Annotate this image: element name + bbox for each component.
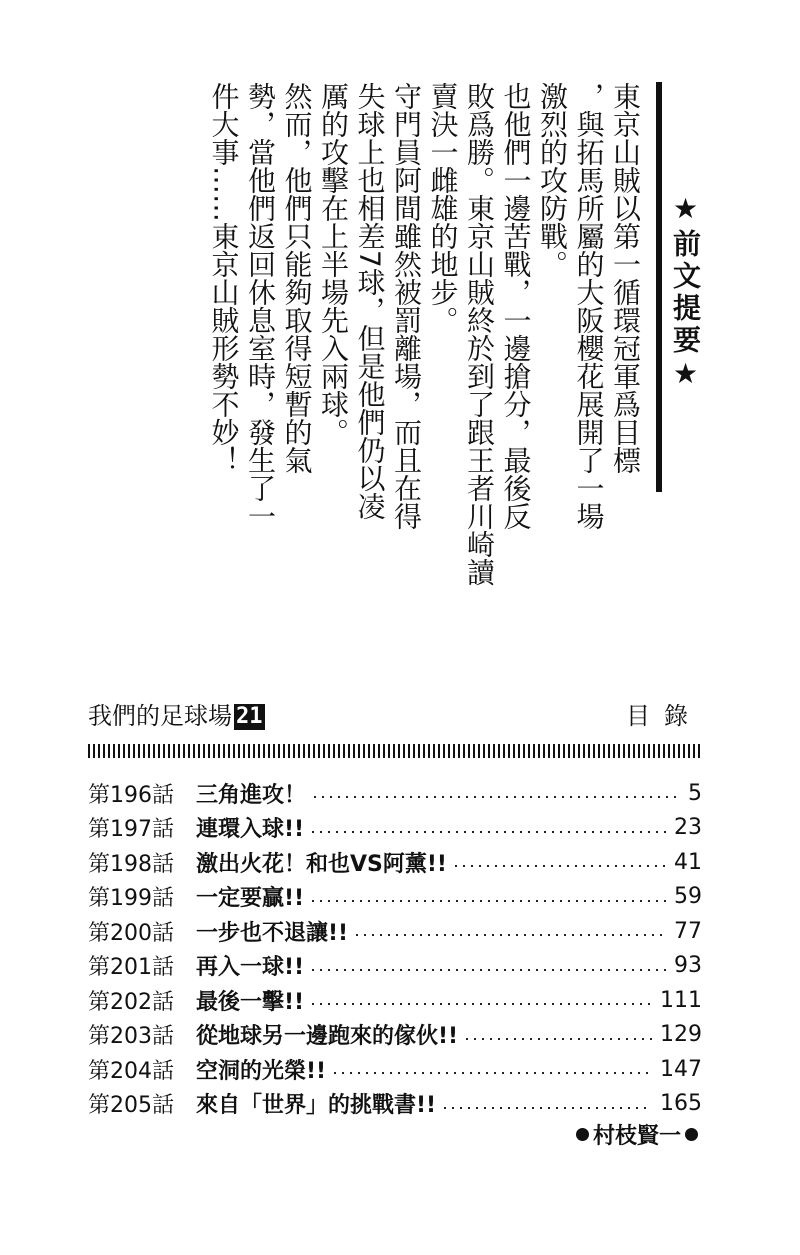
toc-leader <box>334 1072 652 1074</box>
summary-line: 也他們一邊苦戰，一邊搶分，最後反 <box>499 82 533 530</box>
toc-chapter: 第198話 <box>88 851 174 877</box>
summary-divider <box>656 82 662 492</box>
toc-chapter: 第203話 <box>88 1024 174 1050</box>
toc-page: 5 <box>688 780 702 806</box>
toc-entry[interactable] <box>88 1052 702 1087</box>
summary-line: 激烈的攻防戰。 <box>536 82 569 278</box>
author-name: 村枝賢一 <box>592 1124 681 1149</box>
toc-chapter: 第197話 <box>88 817 174 843</box>
toc-entry[interactable] <box>88 1087 702 1122</box>
toc-chapter: 第196話 <box>88 782 174 808</box>
toc-page: 41 <box>674 849 702 875</box>
toc-title: 從地球另一邊跑來的傢伙!! <box>196 1024 459 1050</box>
toc-title: 連環入球!! <box>196 817 305 843</box>
summary-line: 然而，他們只能夠取得短暫的氣 <box>280 82 314 474</box>
summary-line: 敗爲勝。東京山賊終於到了跟王者川崎讀 <box>463 82 496 586</box>
toc-page: 77 <box>674 918 702 944</box>
toc-title: 來自「世界」的挑戰書!! <box>196 1093 437 1119</box>
toc-title: 一步也不退讓!! <box>196 920 349 946</box>
toc-entry[interactable] <box>88 776 702 811</box>
toc-page: 93 <box>674 953 702 979</box>
summary-line: 件大事……東京山賊形勢不妙！ <box>207 82 241 474</box>
toc-entry[interactable] <box>88 880 702 915</box>
toc-chapter: 第205話 <box>88 1093 174 1119</box>
toc-chapter: 第204話 <box>88 1058 174 1084</box>
toc-page: 129 <box>660 1022 702 1048</box>
toc-title: 一定要贏!! <box>196 886 305 912</box>
toc-leader <box>455 865 666 867</box>
contents-label: 目錄 <box>626 702 702 730</box>
toc-title: 空洞的光榮!! <box>196 1058 327 1084</box>
summary-line: 東京山賊以第一循環冠軍爲目標 <box>609 82 642 474</box>
toc-page: 165 <box>660 1091 702 1117</box>
toc-leader <box>312 900 666 902</box>
toc-entry[interactable] <box>88 983 702 1018</box>
bullet-icon <box>576 1128 589 1141</box>
toc-page: 23 <box>674 815 702 841</box>
toc-leader <box>312 831 666 833</box>
toc-chapter: 第200話 <box>88 920 174 946</box>
toc-entry[interactable] <box>88 1018 702 1053</box>
toc-entry[interactable] <box>88 949 702 984</box>
summary-body <box>205 82 643 586</box>
toc-leader <box>466 1038 652 1040</box>
summary-line: 守門員阿間雖然被罰離場，而且在得 <box>390 82 423 530</box>
summary-line: 賣決一雌雄的地步。 <box>426 82 460 334</box>
toc-title: 最後一擊!! <box>196 989 305 1015</box>
toc-entry[interactable] <box>88 914 702 949</box>
toc-chapter: 第201話 <box>88 955 174 981</box>
toc-entry[interactable] <box>88 845 702 880</box>
book-title-text: 我們的足球場 <box>88 702 232 730</box>
toc-entry[interactable] <box>88 811 702 846</box>
summary-line: 失球上也相差7球，但是他們仍以凌 <box>353 82 387 520</box>
summary-line: ，與拓馬所屬的大阪櫻花展開了一場 <box>572 82 606 530</box>
volume-badge: 21 <box>236 704 263 729</box>
story-summary <box>205 82 705 586</box>
toc-chapter: 第199話 <box>88 886 174 912</box>
toc-page: 111 <box>660 987 702 1013</box>
toc-leader <box>312 1003 652 1005</box>
toc-leader <box>444 1107 652 1109</box>
toc-list <box>88 776 702 1121</box>
toc-leader <box>312 969 666 971</box>
toc-leader <box>314 796 680 798</box>
book-title <box>88 698 265 734</box>
toc-title: 再入一球!! <box>196 955 305 981</box>
toc-page: 59 <box>674 884 702 910</box>
summary-heading: ★前文提要★ <box>669 192 702 394</box>
toc-leader <box>356 934 666 936</box>
toc-title: 激出火花！和也VS阿薰!! <box>196 851 447 877</box>
bullet-icon <box>685 1128 698 1141</box>
toc-title: 三角進攻！ <box>196 782 307 808</box>
summary-line: 勢，當他們返回休息室時，發生了一 <box>244 82 277 530</box>
summary-line: 厲的攻擊在上半場先入兩球。 <box>317 82 350 446</box>
author-credit <box>572 1122 702 1152</box>
toc-chapter: 第202話 <box>88 989 174 1015</box>
toc-page: 147 <box>660 1056 702 1082</box>
toc-header <box>88 698 702 738</box>
hatched-divider <box>88 744 702 758</box>
